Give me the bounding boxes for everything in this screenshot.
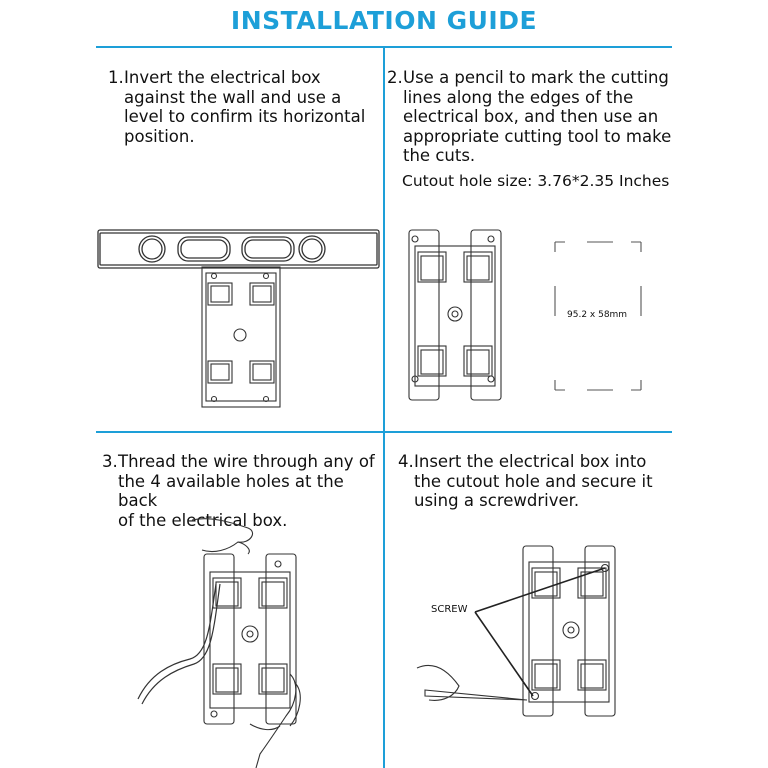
step-text-line: lines along the edges of the [403,87,634,107]
step-number: 2. [387,68,403,87]
electrical-box-icon [523,546,615,716]
cutout-size-text: Cutout hole size: 3.76*2.35 Inches [402,172,670,190]
page-title: INSTALLATION GUIDE [230,6,538,35]
step-text-line: level to confirm its horizontal [124,107,366,126]
step-text-line: Insert the electrical box into [414,452,647,471]
step-text-line: Use a pencil to mark the cutting [403,68,669,87]
hand-icon [192,519,300,768]
step-text-line: Invert the electrical box [124,68,321,87]
column-divider-top [383,47,385,431]
electrical-box-icon [204,554,296,724]
electrical-box-icon [409,230,501,400]
dimension-label: 95.2 x 58mm [567,310,628,320]
step-text-line: against the wall and use a [124,87,342,107]
level-and-box-illustration [96,225,383,410]
step-text-line: of the electrical box. [118,510,288,530]
step-text-line: position. [124,126,195,146]
step-number: 1. [108,68,124,87]
step-1 [108,68,378,146]
electrical-box-icon [202,267,280,407]
step-text-line: electrical box, and then use an [403,107,659,126]
step-number: 4. [398,452,414,471]
wire-threading-illustration [110,514,380,768]
screwdriver-illustration [415,540,630,725]
step-text-line: Thread the wire through any of [118,452,375,471]
step-2 [387,68,672,166]
step-number: 3. [102,452,118,471]
wire-icon [138,584,220,704]
pencil-icon [417,665,527,700]
step-text-line: the cuts. [403,146,476,165]
step-4 [398,452,668,511]
step-text-line: appropriate cutting tool to make [403,126,672,146]
column-divider-bottom [383,433,385,768]
level-icon [98,230,379,268]
step-text-line: the cutout hole and secure it [414,471,653,491]
screw-label: SCREW [431,604,468,615]
step-text-line: using a screwdriver. [414,491,580,510]
step-text-line: the 4 available holes at the back [118,471,344,510]
